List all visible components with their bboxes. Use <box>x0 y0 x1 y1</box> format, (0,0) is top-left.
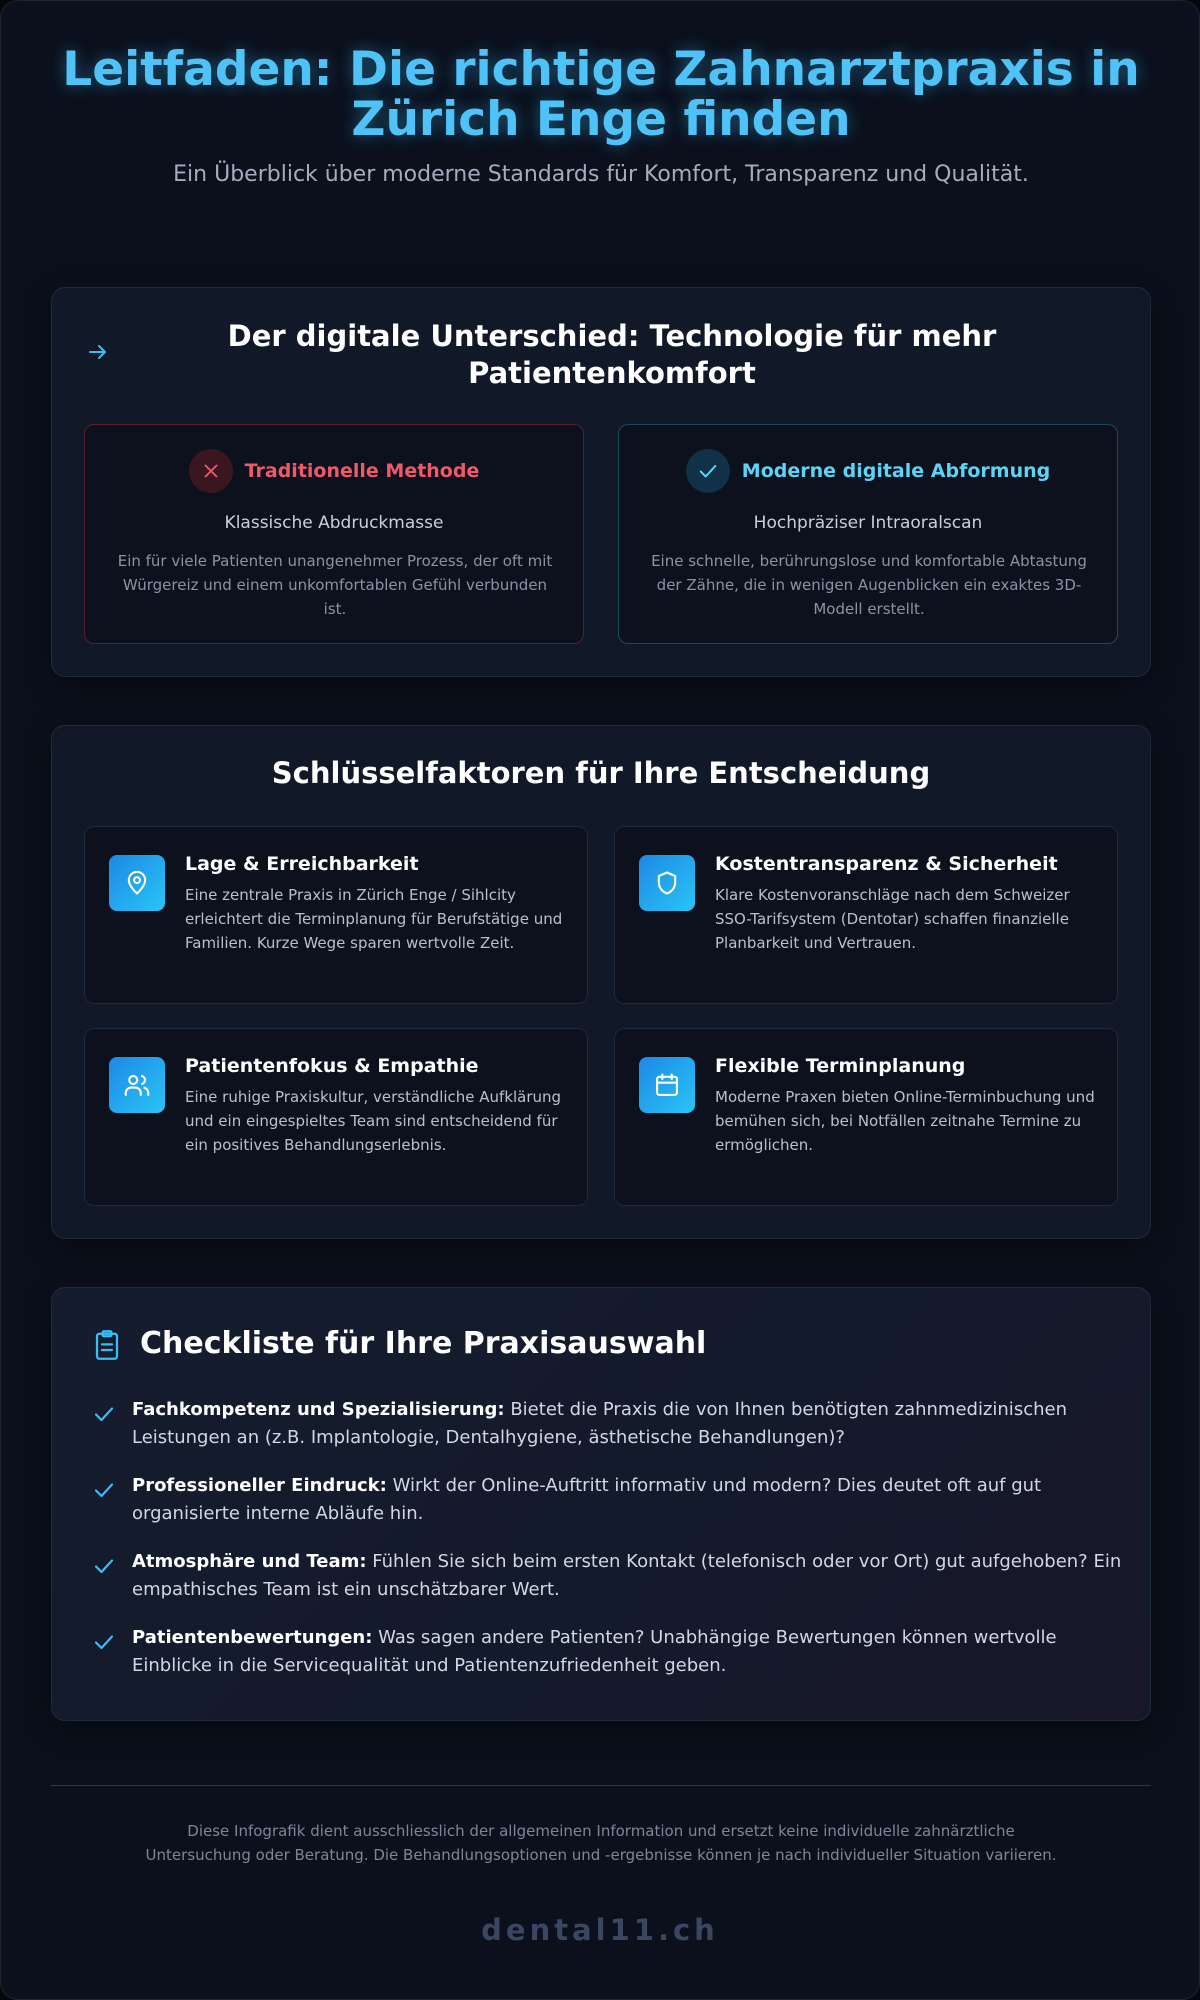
checklist-item-text <box>132 1396 1122 1452</box>
users-icon <box>109 1057 165 1113</box>
arrow-right-icon <box>86 340 110 364</box>
checklist-item-body: Wirkt der Online-Auftritt informativ und modern? Dies deutet oft auf gut organisierte interne Abläufe hin. <box>132 1475 1042 1524</box>
digital-difference-card <box>51 287 1151 677</box>
factor-description: Eine ruhige Praxiskultur, verständliche Aufklärung und ein eingespieltes Team sind entscheidend für ein positives Behandlungserlebnis. <box>185 1088 562 1154</box>
checklist-item-label: Atmosphäre und Team: <box>132 1551 367 1572</box>
modern-method-panel <box>618 424 1118 644</box>
key-factors-card <box>51 725 1151 1239</box>
close-icon <box>189 449 233 493</box>
traditional-method-panel <box>84 424 584 644</box>
checklist-item-label: Professioneller Eindruck: <box>132 1475 387 1496</box>
traditional-method-subtitle: Klassische Abdruckmasse <box>224 513 444 533</box>
checklist-item-body: Fühlen Sie sich beim ersten Kontakt (telefonisch oder vor Ort) gut aufgehoben? Ein empathisches Team ist ein unschätzbarer Wert. <box>132 1551 1122 1600</box>
checklist-item-text <box>132 1624 1122 1680</box>
checklist-title: Checkliste für Ihre Praxisauswahl <box>140 1326 707 1361</box>
clipboard-icon <box>92 1328 122 1362</box>
modern-method-description: Eine schnelle, berührungslose und komfortable Abtastung der Zähne, die in wenigen Augenblicken ein exaktes 3D-Modell erstellt. <box>651 552 1087 618</box>
checklist-item-text <box>132 1472 1122 1528</box>
factor-description: Moderne Praxen bieten Online-Terminbuchung und bemühen sich, bei Notfällen zeitnahe Termine zu ermöglichen. <box>715 1088 1095 1154</box>
factor-description: Eine zentrale Praxis in Zürich Enge / Sihlcity erleichtert die Terminplanung für Berufstätige und Familien. Kurze Wege sparen wertvolle Zeit. <box>185 886 563 952</box>
check-icon <box>92 1554 116 1578</box>
traditional-method-description: Ein für viele Patienten unangenehmer Prozess, der oft mit Würgereiz und einem unkomfortablen Gefühl verbunden ist. <box>117 552 553 618</box>
check-icon <box>92 1630 116 1654</box>
traditional-method-label: Traditionelle Methode <box>244 460 480 482</box>
traditional-method-header <box>85 449 583 493</box>
factor-description: Klare Kostenvoranschläge nach dem Schweizer SSO-Tarifsystem (Dentotar) schaffen finanzielle Planbarkeit und Vertrauen. <box>715 886 1070 952</box>
factor-flexible-scheduling <box>614 1028 1118 1206</box>
factor-title: Patientenfokus & Empathie <box>185 1055 479 1077</box>
footer-disclaimer: Diese Infografik dient ausschliesslich der allgemeinen Information und ersetzt keine individuelle zahnärztliche Untersuchung oder Beratung. Die Behandlungsoptionen und -ergebnisse können je nach individueller Situation variieren. <box>145 1822 1057 1864</box>
digital-difference-title: Der digitale Unterschied: Technologie für mehr Patientenkomfort <box>227 319 997 390</box>
factor-location <box>84 826 588 1004</box>
footer-divider <box>51 1785 1151 1786</box>
modern-method-subtitle: Hochpräziser Intraoralscan <box>753 513 983 533</box>
brand-logo-text[interactable]: dental11.ch <box>481 1913 719 1947</box>
hero-header <box>1 42 1200 191</box>
key-factors-title: Schlüsselfaktoren für Ihre Entscheidung <box>271 756 931 790</box>
factor-cost-transparency <box>614 826 1118 1004</box>
modern-method-header <box>619 449 1117 493</box>
checklist-item-text <box>132 1548 1122 1604</box>
factor-title: Flexible Terminplanung <box>715 1055 966 1077</box>
checklist-item-body: Bietet die Praxis die von Ihnen benötigten zahnmedizinischen Leistungen an (z.B. Implantologie, Dentalhygiene, ästhetische Behandlungen)? <box>132 1399 1067 1448</box>
page-title: Leitfaden: Die richtige Zahnarztpraxis in Zürich Enge finden <box>62 42 1140 147</box>
page-subtitle: Ein Überblick über moderne Standards für Komfort, Transparenz und Qualität. <box>173 162 1029 187</box>
factor-title: Kostentransparenz & Sicherheit <box>715 853 1058 875</box>
location-pin-icon <box>109 855 165 911</box>
modern-method-label: Moderne digitale Abformung <box>741 460 1051 482</box>
checklist-item-label: Patientenbewertungen: <box>132 1627 373 1648</box>
calendar-icon <box>639 1057 695 1113</box>
shield-icon <box>639 855 695 911</box>
checklist-card <box>51 1287 1151 1721</box>
check-icon <box>92 1478 116 1502</box>
check-icon <box>686 449 730 493</box>
check-icon <box>92 1402 116 1426</box>
checklist-item-body: Was sagen andere Patienten? Unabhängige Bewertungen können wertvolle Einblicke in die Servicequalität und Patientenzufriedenheit geben. <box>132 1627 1057 1676</box>
factor-title: Lage & Erreichbarkeit <box>185 853 419 875</box>
checklist-item-label: Fachkompetenz und Spezialisierung: <box>132 1399 505 1420</box>
factor-patient-focus <box>84 1028 588 1206</box>
